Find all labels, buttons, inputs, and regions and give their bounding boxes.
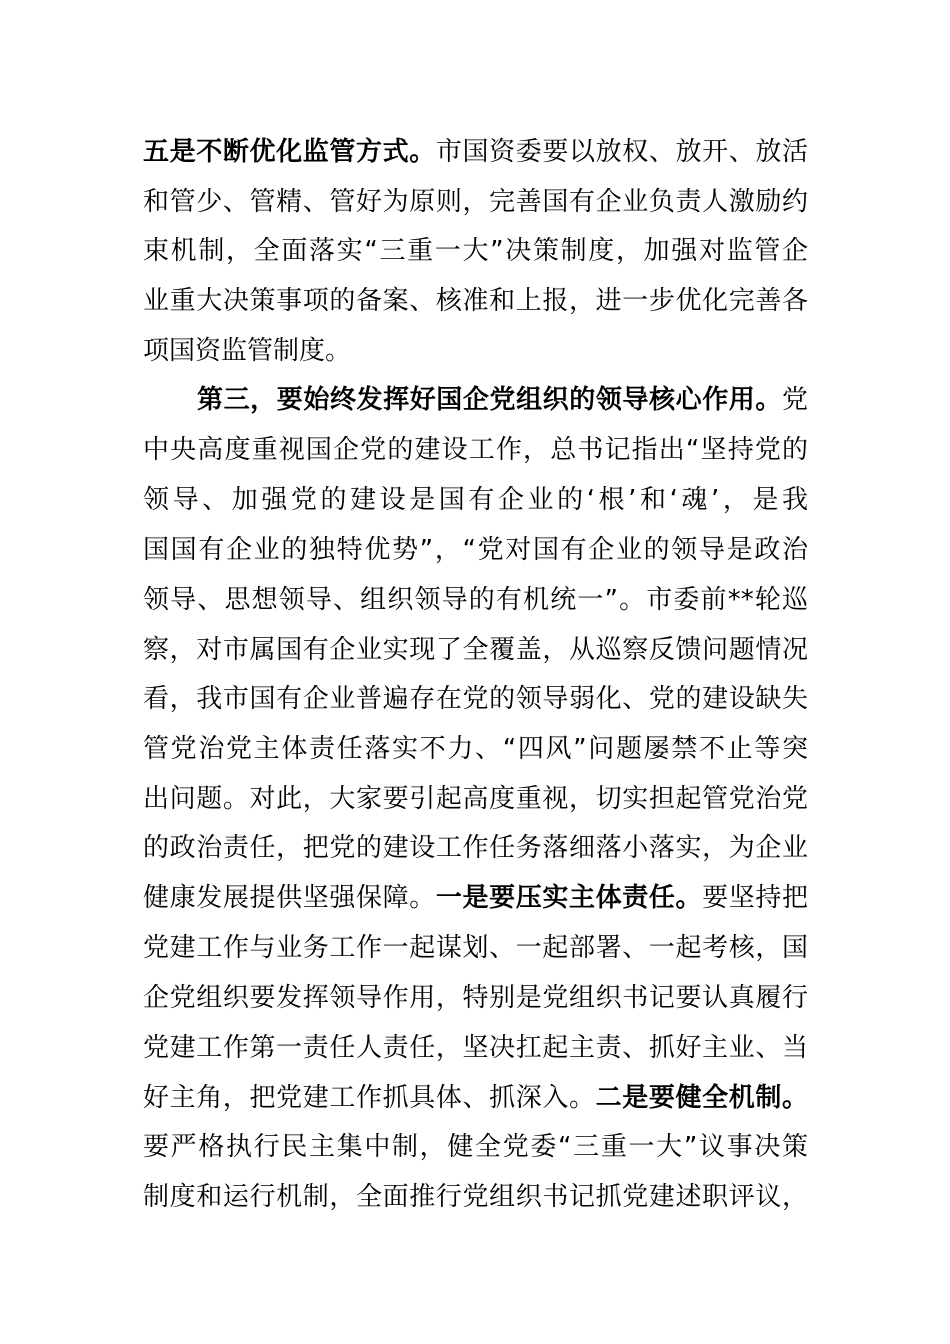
text-run: 项国资监管制度。 <box>143 336 352 366</box>
text-line <box>197 382 808 418</box>
text-line <box>143 1080 808 1116</box>
text-run: 出问题。对此，大家要引起高度重视，切实担起管党治党 <box>143 784 808 814</box>
text-run: 党建工作第一责任人责任，坚决扛起主责、抓好主业、当 <box>143 1033 808 1063</box>
text-run: 健康发展提供坚强保障。 <box>143 883 436 913</box>
text-run: 党 <box>781 385 808 415</box>
text-line <box>143 1179 808 1215</box>
text-line <box>143 283 808 319</box>
text-run: 束机制，全面落实“三重一大”决策制度，加强对监管企 <box>143 236 808 266</box>
text-run: 党建工作与业务工作一起谋划、一起部署、一起考核，国 <box>143 933 808 963</box>
text-run: 制度和运行机制，全面推行党组织书记抓党建述职评议， <box>143 1182 808 1212</box>
text-run: 中央高度重视国企党的建设工作，总书记指出“坚持党的 <box>143 435 808 465</box>
text-line <box>143 930 808 966</box>
text-run: 和管少、管精、管好为原则，完善国有企业负责人激励约 <box>143 187 808 217</box>
text-run: 好主角，把党建工作抓具体、抓深入。 <box>143 1083 596 1113</box>
text-line <box>143 582 808 618</box>
text-line <box>143 632 808 668</box>
bold-heading: 一是要压实主体责任。 <box>435 883 703 913</box>
text-run: 国国有企业的独特优势”，“党对国有企业的领导是政治 <box>143 535 808 565</box>
text-line <box>143 980 808 1016</box>
text-line <box>143 134 808 170</box>
text-run: 要严格执行民主集中制，健全党委“三重一大”议事决策 <box>143 1132 808 1162</box>
text-run: 的政治责任，把党的建设工作任务落细落小落实，为企业 <box>143 833 808 863</box>
text-run: 市国资委要以放权、放开、放活 <box>435 137 808 167</box>
text-line <box>143 681 808 717</box>
text-line <box>143 532 808 568</box>
text-run: 要坚持把 <box>702 883 808 913</box>
text-run: 察，对市属国有企业实现了全覆盖，从巡察反馈问题情况 <box>143 635 808 665</box>
text-line <box>143 333 808 369</box>
text-line <box>143 830 808 866</box>
text-run: 企党组织要发挥领导作用，特别是党组织书记要认真履行 <box>143 983 808 1013</box>
text-line <box>143 731 808 767</box>
bold-heading: 二是要健全机制。 <box>595 1083 808 1113</box>
text-line <box>143 1030 808 1066</box>
text-line <box>143 432 808 468</box>
text-run: 领导、加强党的建设是国有企业的‘根’和‘魂’，是我 <box>143 485 808 515</box>
text-line <box>143 184 808 220</box>
bold-heading: 第三，要始终发挥好国企党组织的领导核心作用。 <box>197 385 782 415</box>
text-line <box>143 781 808 817</box>
text-run: 看，我市国有企业普遍存在党的领导弱化、党的建设缺失 <box>143 684 808 714</box>
text-line <box>143 880 808 916</box>
bold-heading: 五是不断优化监管方式。 <box>143 137 436 167</box>
text-line <box>143 482 808 518</box>
text-run: 领导、思想领导、组织领导的有机统一”。市委前**轮巡 <box>143 585 808 615</box>
text-line <box>143 233 808 269</box>
text-run: 业重大决策事项的备案、核准和上报，进一步优化完善各 <box>143 286 808 316</box>
text-run: 管党治党主体责任落实不力、“四风”问题屡禁不止等突 <box>143 734 808 764</box>
text-line <box>143 1129 808 1165</box>
